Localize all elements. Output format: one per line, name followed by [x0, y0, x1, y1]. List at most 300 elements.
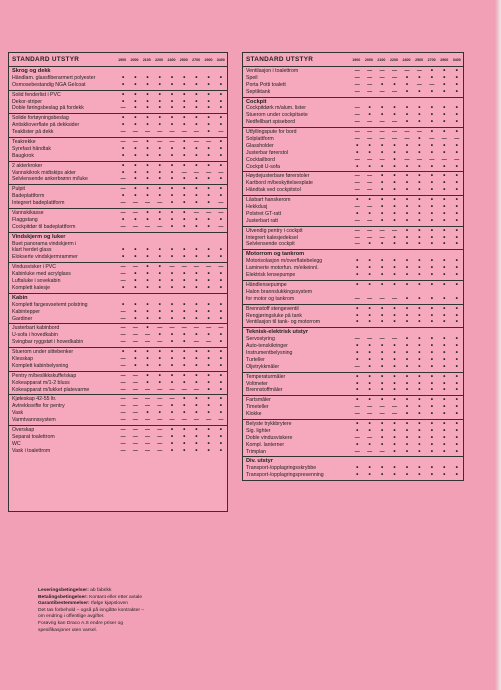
- not-available-dash: —: [132, 426, 138, 433]
- standard-dot: •: [380, 196, 384, 204]
- standard-dot: •: [207, 73, 210, 81]
- standard-dot: •: [146, 104, 149, 112]
- equipment-label: Vannskikasse: [12, 210, 44, 217]
- standard-dot: •: [121, 80, 125, 88]
- standard-dot: •: [368, 372, 371, 380]
- standard-dot: •: [393, 362, 396, 370]
- standard-dot: •: [380, 426, 384, 434]
- not-available-dash: —: [193, 139, 199, 146]
- standard-dot: •: [356, 196, 359, 204]
- equipment-label: Pulpit: [12, 186, 25, 193]
- equipment-label: Varmtvannssystem: [12, 417, 56, 424]
- standard-dot: •: [443, 362, 446, 370]
- standard-dot: •: [146, 277, 149, 285]
- standard-dot: •: [443, 342, 446, 350]
- not-available-dash: —: [120, 410, 126, 417]
- availability-marks: [117, 448, 227, 455]
- equipment-label: Stuerom under cockpitsete: [246, 112, 308, 119]
- standard-dot: •: [455, 362, 458, 370]
- standard-dot: •: [356, 318, 359, 326]
- equipment-label: Teaklister på dekk: [12, 129, 54, 136]
- equipment-label: Utvendig pentry i cockpit: [246, 227, 303, 234]
- standard-dot: •: [219, 371, 222, 379]
- standard-dot: •: [393, 179, 396, 187]
- not-available-dash: —: [354, 180, 360, 187]
- standard-dot: •: [430, 257, 433, 265]
- equipment-label: Luftaluke i sovekabin: [12, 278, 61, 285]
- not-available-dash: —: [181, 264, 187, 271]
- standard-dot: •: [455, 216, 458, 224]
- not-available-dash: —: [404, 129, 410, 136]
- standard-dot: •: [455, 426, 458, 434]
- standard-dot: •: [183, 314, 186, 322]
- equipment-label: Utfyllingspute for bord: [246, 129, 297, 136]
- table-row: [9, 105, 227, 112]
- not-available-dash: —: [193, 264, 199, 271]
- standard-dot: •: [170, 151, 174, 159]
- equipment-label: Overskap: [12, 426, 35, 433]
- standard-dot: •: [183, 253, 186, 261]
- not-available-dash: —: [429, 156, 435, 163]
- equipment-label: Sig. lighter: [246, 427, 271, 434]
- standard-dot: •: [134, 80, 137, 88]
- standard-dot: •: [455, 179, 458, 187]
- standard-dot: •: [170, 378, 174, 386]
- standard-dot: •: [170, 104, 174, 112]
- model-header: 1900: [118, 57, 127, 62]
- standard-dot: •: [430, 304, 433, 312]
- standard-dot: •: [418, 280, 421, 288]
- standard-dot: •: [418, 348, 421, 356]
- standard-dot: •: [146, 121, 149, 129]
- table-row: [243, 374, 463, 381]
- not-available-dash: —: [157, 129, 163, 136]
- not-available-dash: —: [367, 81, 373, 88]
- model-columns: [350, 58, 463, 62]
- standard-dot: •: [443, 304, 446, 312]
- standard-dot: •: [195, 409, 198, 417]
- not-available-dash: —: [354, 363, 360, 370]
- not-available-dash: —: [145, 426, 151, 433]
- standard-dot: •: [455, 271, 458, 279]
- not-available-dash: —: [367, 448, 373, 455]
- equipment-label: Temperaturmåler: [246, 373, 286, 380]
- standard-dot: •: [183, 138, 186, 146]
- availability-marks: [351, 272, 463, 279]
- standard-dot: •: [207, 395, 210, 403]
- standard-dot: •: [219, 425, 222, 433]
- equipment-label: Doble føringsbeslag på fordekk: [12, 105, 84, 112]
- standard-dot: •: [430, 440, 433, 448]
- not-available-dash: —: [379, 227, 385, 234]
- equipment-label: Avtrekksvifte for pentry: [12, 403, 65, 410]
- standard-dot: •: [405, 203, 409, 211]
- not-available-dash: —: [367, 88, 373, 95]
- not-available-dash: —: [120, 271, 126, 278]
- equipment-label: Pentry m/beslikkskuffe/skap: [12, 372, 77, 379]
- standard-dot: •: [134, 151, 137, 159]
- standard-dot: •: [368, 240, 371, 248]
- standard-dot: •: [170, 144, 174, 152]
- standard-dot: •: [195, 253, 198, 261]
- equipment-group: [9, 324, 227, 348]
- standard-dot: •: [443, 148, 446, 156]
- standard-dot: •: [207, 185, 210, 193]
- standard-dot: •: [443, 233, 446, 241]
- standard-dot: •: [146, 354, 149, 362]
- standard-dot: •: [195, 354, 198, 362]
- not-available-dash: —: [379, 68, 385, 74]
- standard-dot: •: [430, 179, 433, 187]
- standard-dot: •: [405, 264, 409, 272]
- standard-dot: •: [418, 433, 421, 441]
- equipment-label: Osmosebestandig NGA Gelcoat: [12, 81, 86, 88]
- standard-dot: •: [183, 378, 186, 386]
- equipment-label: Kabintepper: [12, 308, 40, 315]
- standard-dot: •: [380, 464, 384, 472]
- not-available-dash: —: [354, 411, 360, 418]
- standard-dot: •: [207, 361, 210, 369]
- availability-marks: [351, 187, 463, 194]
- standard-dot: •: [418, 419, 421, 427]
- standard-dot: •: [158, 331, 161, 339]
- availability-marks: [117, 153, 227, 160]
- standard-dot: •: [195, 199, 198, 207]
- table-row: [243, 397, 463, 404]
- standard-dot: •: [443, 186, 446, 194]
- standard-dot: •: [121, 253, 125, 261]
- not-available-dash: —: [206, 325, 212, 332]
- not-available-dash: —: [120, 210, 126, 217]
- standard-dot: •: [393, 396, 396, 404]
- standard-dot: •: [207, 175, 210, 183]
- standard-dot: •: [356, 148, 359, 156]
- standard-dot: •: [405, 348, 409, 356]
- equipment-label: Cockpit U-sofa: [246, 163, 281, 170]
- standard-dot: •: [146, 314, 149, 322]
- terms-key: Leveringsbetingelser:: [38, 588, 89, 593]
- not-available-dash: —: [392, 119, 398, 126]
- equipment-group: [243, 373, 463, 397]
- standard-dot: •: [430, 348, 433, 356]
- standard-dot: •: [207, 161, 210, 169]
- standard-dot: •: [183, 185, 186, 193]
- not-available-dash: —: [120, 105, 126, 112]
- table-row: [9, 332, 227, 339]
- equipment-label: Solplattform: [246, 136, 274, 143]
- not-available-dash: —: [354, 88, 360, 95]
- not-available-dash: —: [392, 336, 398, 343]
- standard-dot: •: [418, 118, 421, 126]
- model-header: 2000: [130, 57, 139, 62]
- not-available-dash: —: [392, 68, 398, 74]
- standard-dot: •: [430, 379, 433, 387]
- standard-dot: •: [418, 372, 421, 380]
- not-available-dash: —: [132, 396, 138, 403]
- standard-dot: •: [393, 433, 396, 441]
- standard-dot: •: [170, 361, 174, 369]
- not-available-dash: —: [145, 417, 151, 424]
- not-available-dash: —: [354, 81, 360, 88]
- standard-dot: •: [195, 425, 198, 433]
- standard-dot: •: [405, 257, 409, 265]
- standard-dot: •: [356, 304, 359, 312]
- not-available-dash: —: [132, 129, 138, 136]
- standard-dot: •: [455, 203, 458, 211]
- standard-dot: •: [158, 104, 161, 112]
- standard-dot: •: [195, 151, 198, 159]
- standard-dot: •: [183, 97, 186, 105]
- standard-dot: •: [443, 118, 446, 126]
- not-available-dash: —: [193, 210, 199, 217]
- standard-dot: •: [356, 440, 359, 448]
- standard-dot: •: [195, 246, 198, 254]
- table-row: [243, 89, 463, 96]
- availability-marks: [351, 472, 463, 479]
- equipment-group: [9, 426, 227, 511]
- not-available-dash: —: [145, 447, 151, 454]
- standard-dot: •: [158, 114, 161, 122]
- not-available-dash: —: [367, 217, 373, 224]
- standard-dot: •: [405, 294, 409, 302]
- standard-dot: •: [418, 447, 421, 455]
- standard-dot: •: [430, 141, 433, 149]
- standard-dot: •: [443, 209, 446, 217]
- table-row: [243, 157, 463, 164]
- standard-dot: •: [418, 271, 421, 279]
- model-header: 2500: [415, 57, 424, 62]
- not-available-dash: —: [379, 404, 385, 411]
- standard-dot: •: [195, 97, 198, 105]
- standard-dot: •: [158, 354, 161, 362]
- standard-dot: •: [170, 175, 174, 183]
- terms-line: [38, 601, 238, 608]
- availability-marks: [117, 254, 227, 261]
- standard-dot: •: [380, 396, 384, 404]
- table-row: [243, 364, 463, 371]
- terms-key: Garantibestemmelser:: [38, 601, 90, 607]
- standard-dot: •: [219, 338, 222, 346]
- table-row: [9, 200, 227, 207]
- standard-dot: •: [146, 114, 149, 122]
- standard-dot: •: [443, 396, 446, 404]
- standard-dot: •: [393, 426, 396, 434]
- equipment-label: Auto-tenskikringer: [246, 343, 288, 350]
- equipment-label: Oljetrykkmåler: [246, 363, 280, 370]
- standard-dot: •: [183, 300, 186, 308]
- section-heading: Motorrom og tankrom: [246, 251, 305, 258]
- equipment-label: Justerbart kabinbord: [12, 325, 60, 332]
- not-available-dash: —: [120, 278, 126, 285]
- standard-dot: •: [380, 318, 384, 326]
- table-row: [243, 75, 463, 82]
- table-row: [243, 343, 463, 350]
- table-row: [243, 411, 463, 418]
- model-header: 2700: [427, 57, 436, 62]
- equipment-label: Justerbar førerstol: [246, 149, 289, 156]
- standard-dot: •: [219, 446, 222, 454]
- standard-dot: •: [158, 168, 161, 176]
- equipment-group: [243, 98, 463, 129]
- not-available-dash: —: [157, 447, 163, 454]
- standard-dot: •: [405, 396, 409, 404]
- table-row: [243, 251, 463, 258]
- standard-dot: •: [380, 80, 384, 88]
- standard-dot: •: [455, 141, 458, 149]
- not-available-dash: —: [354, 295, 360, 302]
- standard-dot: •: [183, 175, 186, 183]
- not-available-dash: —: [367, 411, 373, 418]
- standard-dot: •: [183, 90, 186, 98]
- standard-dot: •: [443, 67, 446, 74]
- standard-dot: •: [183, 151, 186, 159]
- standard-dot: •: [380, 304, 384, 312]
- not-available-dash: —: [157, 440, 163, 447]
- not-available-dash: —: [132, 139, 138, 146]
- standard-dot: •: [455, 335, 458, 343]
- standard-dot: •: [183, 161, 186, 169]
- standard-dot: •: [158, 378, 161, 386]
- equipment-label: Vask i toalettrom: [12, 447, 51, 454]
- not-available-dash: —: [218, 417, 224, 424]
- standard-dot: •: [405, 271, 409, 279]
- standard-dot: •: [134, 97, 137, 105]
- table-row: [9, 339, 227, 346]
- standard-dot: •: [183, 277, 186, 285]
- standard-dot: •: [430, 280, 433, 288]
- standard-dot: •: [443, 240, 446, 248]
- standard-dot: •: [430, 433, 433, 441]
- standard-dot: •: [195, 144, 198, 152]
- not-available-dash: —: [379, 129, 385, 136]
- standard-dot: •: [195, 378, 198, 386]
- standard-dot: •: [170, 283, 174, 291]
- not-available-dash: —: [441, 156, 447, 163]
- standard-dot: •: [405, 372, 409, 380]
- standard-dot: •: [455, 67, 458, 74]
- table-row: [9, 455, 227, 462]
- table-row: [9, 122, 227, 129]
- standard-dot: •: [219, 409, 222, 417]
- page-edge-shadow: [495, 0, 501, 690]
- equipment-label: Teakrekke: [12, 139, 36, 146]
- standard-dot: •: [146, 80, 149, 88]
- equipment-label: Låsbart hanskerom: [246, 197, 291, 204]
- standard-dot: •: [443, 335, 446, 343]
- equipment-label: Dekor-striper: [12, 98, 42, 105]
- standard-dot: •: [146, 283, 149, 291]
- standard-dot: •: [405, 80, 409, 88]
- not-available-dash: —: [404, 156, 410, 163]
- standard-dot: •: [195, 348, 198, 356]
- model-header: 2200: [155, 57, 164, 62]
- equipment-group: [243, 128, 463, 172]
- standard-dot: •: [393, 240, 396, 248]
- standard-dot: •: [207, 314, 210, 322]
- equipment-label: Solid fenderlist i PVC: [12, 91, 61, 98]
- standard-dot: •: [195, 121, 198, 129]
- standard-dot: •: [158, 144, 161, 152]
- standard-dot: •: [405, 162, 409, 170]
- standard-dot: •: [146, 209, 149, 217]
- standard-dot: •: [183, 144, 186, 152]
- table-row: [9, 153, 227, 160]
- standard-dot: •: [418, 396, 421, 404]
- availability-marks: [117, 363, 227, 370]
- standard-dot: •: [418, 355, 421, 363]
- standard-dot: •: [368, 440, 371, 448]
- standard-dot: •: [380, 386, 384, 394]
- availability-marks: [117, 380, 227, 387]
- standard-dot: •: [430, 372, 433, 380]
- model-header: 2400: [167, 57, 176, 62]
- table-row: [243, 204, 463, 211]
- table-row: [243, 313, 463, 320]
- standard-dot: •: [195, 90, 198, 98]
- not-available-dash: —: [379, 119, 385, 126]
- equipment-group: [9, 114, 227, 138]
- standard-dot: •: [219, 90, 222, 98]
- equipment-group: [9, 138, 227, 162]
- standard-dot: •: [455, 440, 458, 448]
- table-row: [243, 228, 463, 235]
- standard-dot: •: [443, 141, 446, 149]
- standard-dot: •: [393, 209, 396, 217]
- equipment-label: Belyste trykkbrytere: [246, 420, 292, 427]
- standard-dot: •: [146, 246, 149, 254]
- standard-dot: •: [430, 196, 433, 204]
- equipment-group: [9, 162, 227, 186]
- standard-dot: •: [134, 114, 137, 122]
- table-row: [243, 428, 463, 435]
- standard-dot: •: [455, 386, 458, 394]
- standard-dot: •: [455, 196, 458, 204]
- standard-dot: •: [430, 264, 433, 272]
- standard-dot: •: [405, 148, 409, 156]
- standard-dot: •: [219, 432, 222, 440]
- standard-dot: •: [443, 264, 446, 272]
- table-row: [9, 496, 227, 503]
- standard-dot: •: [158, 185, 161, 193]
- section-heading: Kabin: [12, 294, 28, 301]
- not-available-dash: —: [120, 447, 126, 454]
- standard-dot: •: [170, 215, 174, 223]
- availability-marks: [117, 224, 227, 231]
- standard-dot: •: [219, 215, 222, 223]
- terms-text: Det tas forbehold – også på inngåtte kontrakter –: [38, 607, 145, 613]
- standard-dot: •: [170, 253, 174, 261]
- not-available-dash: —: [392, 88, 398, 95]
- section-heading: Div. utstyr: [246, 458, 273, 465]
- standard-dot: •: [183, 354, 186, 362]
- availability-marks: [351, 129, 463, 136]
- standard-dot: •: [443, 280, 446, 288]
- standard-dot: •: [134, 161, 137, 169]
- terms-line: [38, 588, 238, 595]
- availability-marks: [351, 387, 463, 394]
- standard-dot: •: [146, 324, 149, 332]
- standard-dot: •: [183, 121, 186, 129]
- not-available-dash: —: [120, 223, 126, 230]
- standard-dot: •: [455, 403, 458, 411]
- table-row: [243, 282, 463, 289]
- standard-dot: •: [356, 141, 359, 149]
- standard-dot: •: [146, 151, 149, 159]
- not-available-dash: —: [132, 332, 138, 339]
- standard-dot: •: [368, 379, 371, 387]
- standard-dot: •: [195, 277, 198, 285]
- standard-dot: •: [368, 148, 371, 156]
